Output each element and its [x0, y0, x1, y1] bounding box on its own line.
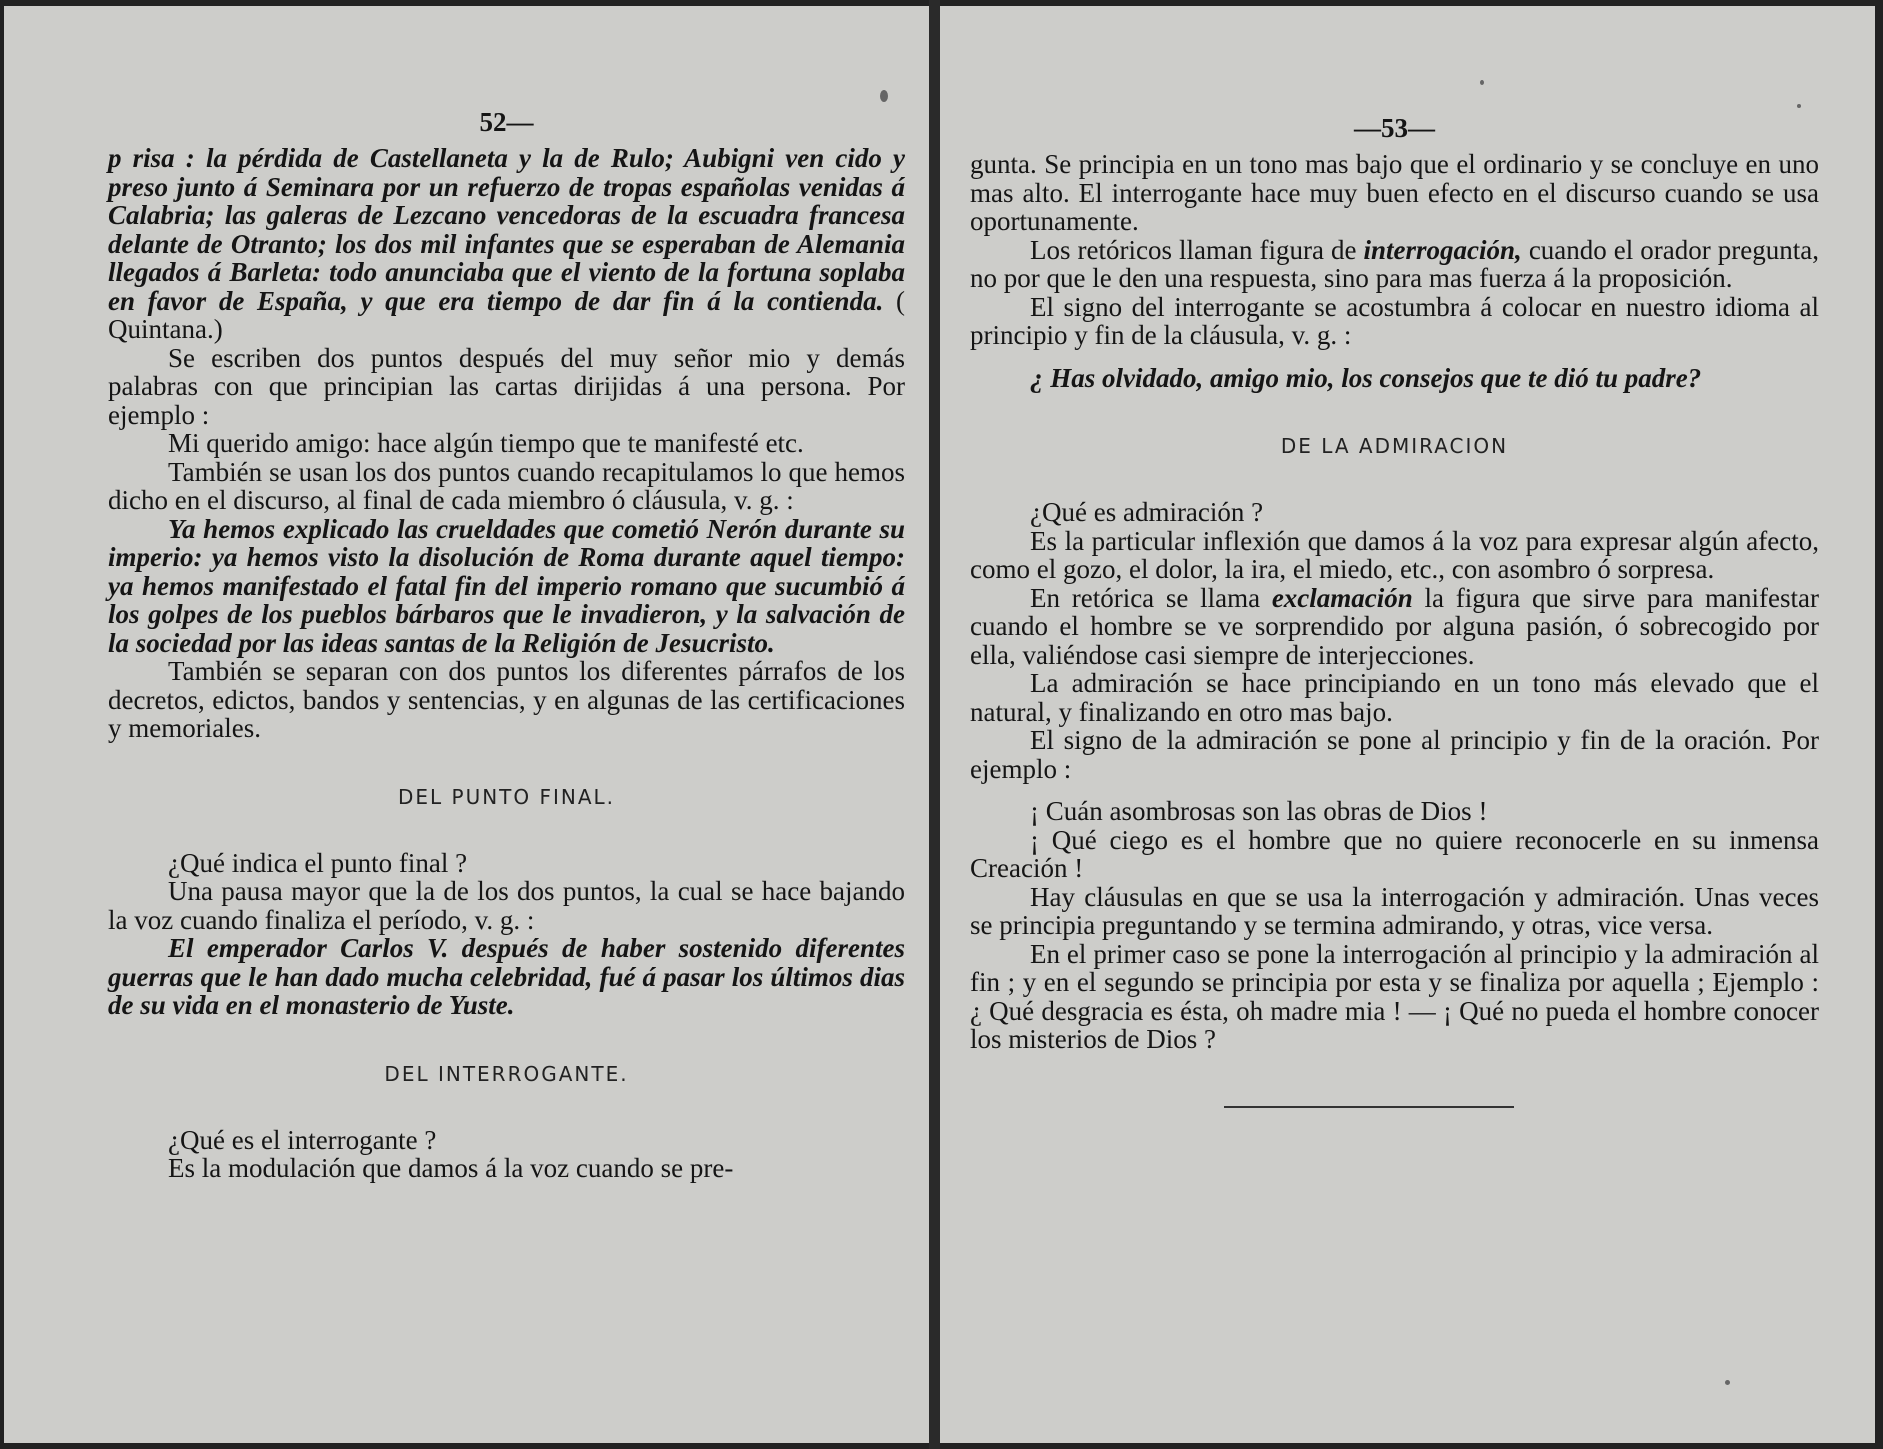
term-interrogacion: interrogación,: [1363, 234, 1522, 265]
opening-quote-text: p risa : la pérdida de Castellaneta y la de Rulo; Aubigni ven cido y preso junto á Seminara por un refuerzo de tropas españolas venidas á Calabria; las galeras de Lezcano vencedoras de la escuadra francesa delante de Otranto; los dos mil infantes que se esperaban de Alemania llegados á Barleta: todo anunciaba que el viento de la fortuna soplaba en favor de España, y que era tiempo de dar fin á la contienda.: [108, 143, 905, 316]
answer-interrogante-continued: gunta. Se principia en un tono mas bajo que el ordinario y se concluye en uno mas alto. El interrogante hace muy buen efecto en el discurso cuando se usa oportunamente.: [970, 149, 1819, 236]
example-obras-de-dios: ¡ Cuán asombrosas son las obras de Dios !: [1030, 796, 1488, 826]
paragraph-tono: La admiración se hace principiando en un tono más elevado que el natural, y finalizando en otro mas bajo.: [970, 668, 1819, 727]
paragraph-signo-interrogante: El signo del interrogante se acostumbra á colocar en nuestro idioma al principio y fin de la cláusula, v. g. :: [970, 291, 1819, 350]
closing-rule: [1224, 1106, 1514, 1108]
page-number-left: 52—: [479, 107, 534, 137]
example-nero: Ya hemos explicado las crueldades que cometió Nerón durante su imperio: ya hemos visto la disolución de Roma durante aquel tiempo: ya hemos manifestado el fatal fin del imperio romano que sucumbió á los golpes de los pueblos bárbaros que le invadieron, y la salvación de la sociedad por las ideas santas de la Religión de Jesucristo.: [108, 513, 905, 658]
opening-quote: [108, 144, 905, 344]
retoricos-suffix: cuando el orador pregunta, no por que le den una respuesta, sino para mas fuerza á la proposición.: [970, 234, 1820, 293]
question-admiracion: ¿Qué es admiración ?: [1030, 497, 1264, 527]
paragraph-primer-caso: En el primer caso se pone la interrogación al principio y la admiración al fin ; y en el segundo se principia por esta y se finaliza por aquella ; Ejemplo : ¿ Qué desgracia es ésta, oh madre mia ! — ¡ Qué no pueda el hombre conocer los misterios de Dios ?: [970, 938, 1819, 1054]
section-heading-punto-final: DEL PUNTO FINAL.: [397, 784, 616, 809]
paragraph-colon-decrees: También se separan con dos puntos los diferentes párrafos de los decretos, edictos, bandos y sentencias, y en algunas de las certificaciones y memoriales.: [108, 656, 905, 743]
section-heading-admiracion: DE LA ADMIRACION: [1280, 434, 1509, 458]
retoricos-prefix: Los retóricos llaman figura de: [1030, 234, 1357, 265]
question-interrogante: ¿Qué es el interrogante ?: [168, 1124, 437, 1155]
right-page: [940, 6, 1875, 1443]
answer-punto-final: Una pausa mayor que la de los dos puntos, la cual se hace bajando la voz cuando finaliza el período, v. g. :: [108, 876, 905, 935]
paragraph-clausulas: Hay cláusulas en que se usa la interrogación y admiración. Unas veces se principia preguntando y se termina admirando, y otras, vice versa.: [970, 881, 1819, 940]
exclamacion-prefix: En retórica se llama: [1030, 582, 1261, 613]
paragraph-signo-admiracion: El signo de la admiración se pone al principio y fin de la oración. Por ejemplo :: [970, 725, 1819, 784]
book-gutter: [929, 0, 940, 1449]
answer-interrogante-start: Es la modulación que damos á la voz cuando se pre-: [168, 1153, 734, 1183]
section-heading-interrogante: DEL INTERROGANTE.: [384, 1061, 629, 1086]
ink-blot: [880, 90, 888, 102]
exclamacion-suffix: la figura que sirve para manifestar cuando el hombre se ve sorprendido por alguna pasión, ó sobrecogido por ella, valiéndose casi siempre de interjecciones.: [970, 582, 1819, 670]
paragraph-retoricos: [970, 236, 1819, 293]
example-padre: ¿ Has olvidado, amigo mio, los consejos que te dió tu padre?: [1030, 362, 1702, 393]
example-hombre-ciego: ¡ Qué ciego es el hombre que no quiere reconocerle en su inmensa Creación !: [970, 824, 1819, 883]
opening-citation: ( Quintana.): [108, 285, 906, 344]
term-exclamacion: exclamación: [1271, 582, 1413, 613]
ink-speck: [1797, 104, 1801, 108]
page-number-right: —53—: [1354, 113, 1435, 143]
ink-speck: [1725, 1380, 1730, 1385]
paragraph-exclamacion: [970, 584, 1819, 670]
ink-speck: [1480, 80, 1484, 85]
paragraph-colon-recap: También se usan los dos puntos cuando recapitulamos lo que hemos dicho en el discurso, al final de cada miembro ó cláusula, v. g. :: [108, 456, 905, 515]
left-page: [4, 6, 929, 1443]
paragraph-colon-letters: Se escriben dos puntos después del muy señor mio y demás palabras con que principian las cartas dirijidas á una persona. Por ejemplo :: [108, 342, 905, 430]
example-carlos: El emperador Carlos V. después de haber sostenido diferentes guerras que le han dado mucha celebridad, fué á pasar los últimos dias de su vida en el monasterio de Yuste.: [108, 933, 905, 1020]
question-punto-final: ¿Qué indica el punto final ?: [168, 847, 468, 878]
answer-admiracion: Es la particular inflexión que damos á la voz para expresar algún afecto, como el gozo, el dolor, la ira, el miedo, etc., con asombro ó sorpresa.: [970, 525, 1819, 584]
example-letter: Mi querido amigo: hace algún tiempo que te manifesté etc.: [168, 428, 804, 458]
